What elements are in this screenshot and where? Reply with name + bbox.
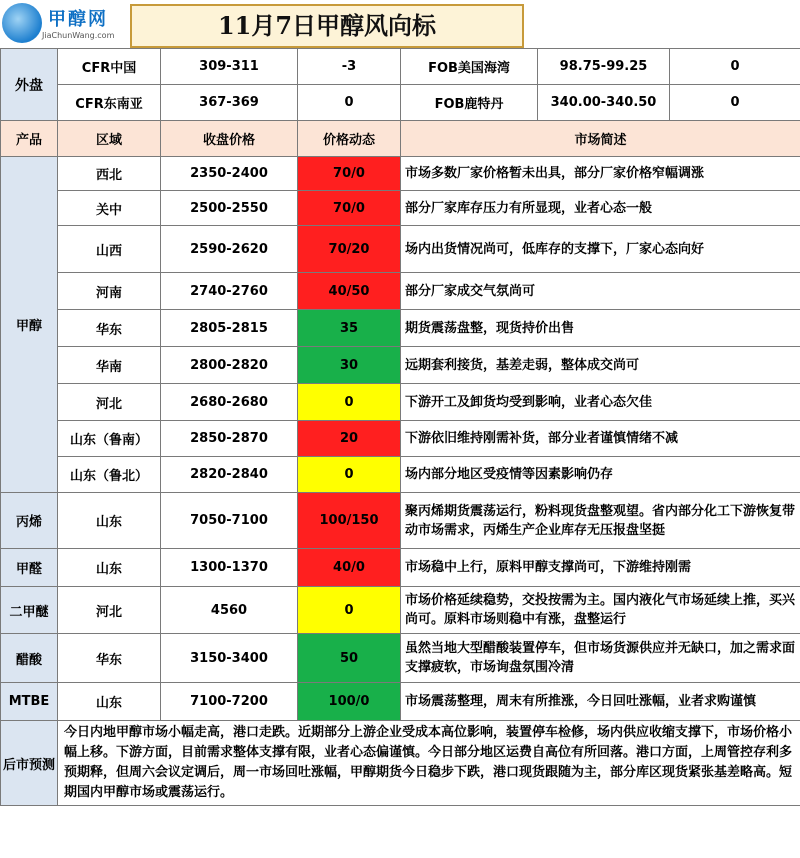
region-cell: 华东	[58, 634, 161, 683]
methanol-row	[1, 457, 800, 493]
product-cell: MTBE	[1, 683, 58, 721]
region-cell: 山西	[58, 226, 161, 273]
external-price: 309-311	[161, 49, 298, 85]
product-row	[1, 634, 800, 683]
page-title: 11月7日甲醇风向标	[130, 4, 524, 48]
external-label: 外盘	[1, 49, 58, 121]
trend-cell: 70/20	[298, 226, 401, 273]
external-name: CFR东南亚	[58, 85, 161, 121]
col-price: 收盘价格	[161, 121, 298, 157]
price-cell: 3150-3400	[161, 634, 298, 683]
methanol-row	[1, 310, 800, 347]
external-row	[1, 49, 800, 85]
external-change: -3	[298, 49, 401, 85]
logo-text: 甲醇网	[48, 9, 108, 30]
trend-cell: 100/150	[298, 493, 401, 549]
site-logo[interactable]	[2, 3, 120, 45]
region-cell: 河南	[58, 273, 161, 310]
methanol-row	[1, 273, 800, 310]
product-cell: 甲醛	[1, 549, 58, 587]
methanol-row	[1, 157, 800, 191]
trend-cell: 35	[298, 310, 401, 347]
col-desc: 市场简述	[401, 121, 800, 157]
trend-cell: 70/0	[298, 157, 401, 191]
external-price: 340.00-340.50	[538, 85, 670, 121]
trend-cell: 0	[298, 587, 401, 634]
desc-cell: 部分厂家库存压力有所显现，业者心态一般	[401, 191, 800, 226]
price-cell: 2800-2820	[161, 347, 298, 384]
forecast-row	[1, 721, 800, 806]
header	[0, 0, 800, 48]
external-name: FOB鹿特丹	[401, 85, 538, 121]
logo-subtext: JiaChunWang.com	[42, 31, 115, 40]
region-cell: 山东（鲁北）	[58, 457, 161, 493]
price-cell: 2740-2760	[161, 273, 298, 310]
trend-cell: 30	[298, 347, 401, 384]
desc-cell: 市场价格延续稳势，交投按需为主。国内液化气市场延续上推，买兴尚可。原料市场则稳中有涨，盘整运行	[401, 587, 800, 634]
trend-cell: 100/0	[298, 683, 401, 721]
col-product: 产品	[1, 121, 58, 157]
desc-cell: 下游开工及卸货均受到影响，业者心态欠佳	[401, 384, 800, 421]
price-cell: 2805-2815	[161, 310, 298, 347]
trend-cell: 50	[298, 634, 401, 683]
price-cell: 7050-7100	[161, 493, 298, 549]
column-header-row	[1, 121, 800, 157]
region-cell: 西北	[58, 157, 161, 191]
desc-cell: 场内部分地区受疫情等因素影响仍存	[401, 457, 800, 493]
region-cell: 河北	[58, 384, 161, 421]
region-cell: 山东（鲁南）	[58, 421, 161, 457]
methanol-row	[1, 191, 800, 226]
product-row	[1, 549, 800, 587]
trend-cell: 0	[298, 384, 401, 421]
desc-cell: 下游依旧维持刚需补货，部分业者谨慎情绪不减	[401, 421, 800, 457]
external-change: 0	[670, 85, 800, 121]
trend-cell: 70/0	[298, 191, 401, 226]
col-trend: 价格动态	[298, 121, 401, 157]
trend-cell: 0	[298, 457, 401, 493]
forecast-text: 今日内地甲醇市场小幅走高，港口走跌。近期部分上游企业受成本高位影响，装置停车检修，场内供应收缩支撑下，市场价格小幅上移。下游方面，目前需求整体支撑有限，业者心态偏谨慎。今日部分地区运费自高位有所回落。港口方面，上周管控存利多预期释，但周六会议定调后，周一市场回吐涨幅，甲醇期货今日稳步下跌，港口现货跟随为主，部分库区现货紧张基差略高。短期国内甲醇市场或震荡运行。	[58, 721, 800, 806]
external-row	[1, 85, 800, 121]
price-table	[0, 48, 800, 806]
desc-cell: 市场震荡整理，周末有所推涨，今日回吐涨幅，业者求购谨慎	[401, 683, 800, 721]
price-cell: 4560	[161, 587, 298, 634]
globe-icon	[2, 3, 42, 43]
product-cell: 二甲醚	[1, 587, 58, 634]
desc-cell: 市场稳中上行，原料甲醇支撑尚可，下游维持刚需	[401, 549, 800, 587]
price-cell: 2680-2680	[161, 384, 298, 421]
desc-cell: 虽然当地大型醋酸装置停车，但市场货源供应并无缺口，加之需求面支撑疲软，市场询盘氛围冷清	[401, 634, 800, 683]
external-name: CFR中国	[58, 49, 161, 85]
methanol-row	[1, 226, 800, 273]
col-region: 区域	[58, 121, 161, 157]
region-cell: 华南	[58, 347, 161, 384]
region-cell: 河北	[58, 587, 161, 634]
price-cell: 2500-2550	[161, 191, 298, 226]
desc-cell: 市场多数厂家价格暂未出具，部分厂家价格窄幅调涨	[401, 157, 800, 191]
product-row	[1, 587, 800, 634]
price-cell: 2850-2870	[161, 421, 298, 457]
price-cell: 7100-7200	[161, 683, 298, 721]
desc-cell: 聚丙烯期货震荡运行，粉料现货盘整观望。省内部分化工下游恢复带动市场需求，丙烯生产企业库存无压报盘坚挺	[401, 493, 800, 549]
product-methanol: 甲醇	[1, 157, 58, 493]
product-row	[1, 683, 800, 721]
external-change: 0	[670, 49, 800, 85]
trend-cell: 20	[298, 421, 401, 457]
external-name: FOB美国海湾	[401, 49, 538, 85]
methanol-row	[1, 421, 800, 457]
trend-cell: 40/0	[298, 549, 401, 587]
desc-cell: 期货震荡盘整，现货持价出售	[401, 310, 800, 347]
region-cell: 华东	[58, 310, 161, 347]
desc-cell: 场内出货情况尚可，低库存的支撑下，厂家心态向好	[401, 226, 800, 273]
external-price: 367-369	[161, 85, 298, 121]
region-cell: 关中	[58, 191, 161, 226]
forecast-label: 后市预测	[1, 721, 58, 806]
product-cell: 丙烯	[1, 493, 58, 549]
trend-cell: 40/50	[298, 273, 401, 310]
product-cell: 醋酸	[1, 634, 58, 683]
region-cell: 山东	[58, 549, 161, 587]
desc-cell: 远期套利接货，基差走弱，整体成交尚可	[401, 347, 800, 384]
price-cell: 1300-1370	[161, 549, 298, 587]
external-change: 0	[298, 85, 401, 121]
price-cell: 2350-2400	[161, 157, 298, 191]
region-cell: 山东	[58, 493, 161, 549]
product-row	[1, 493, 800, 549]
price-cell: 2820-2840	[161, 457, 298, 493]
region-cell: 山东	[58, 683, 161, 721]
desc-cell: 部分厂家成交气氛尚可	[401, 273, 800, 310]
methanol-row	[1, 347, 800, 384]
external-price: 98.75-99.25	[538, 49, 670, 85]
methanol-row	[1, 384, 800, 421]
price-cell: 2590-2620	[161, 226, 298, 273]
